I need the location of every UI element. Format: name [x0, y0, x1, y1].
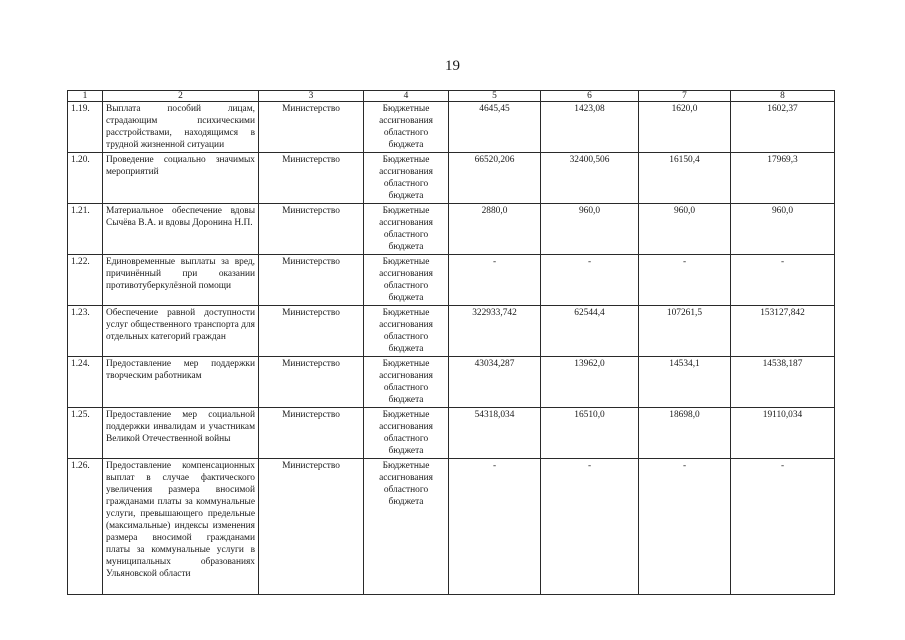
value-year-3: 17969,3 — [731, 153, 835, 204]
value-year-2: 107261,5 — [639, 306, 731, 357]
value-year-1: - — [541, 255, 639, 306]
column-header: 4 — [364, 91, 449, 102]
table-row — [68, 153, 835, 204]
funding-source-cell: Бюджетные ассигнования областного бюджета — [364, 459, 449, 595]
column-header: 3 — [259, 91, 364, 102]
value-year-3: 1602,37 — [731, 102, 835, 153]
budget-table — [67, 90, 835, 595]
column-header: 2 — [103, 91, 259, 102]
measure-name: Предоставление мер социальной поддержки инвалидам и участникам Великой Отечественной войны — [103, 408, 259, 459]
table-row — [68, 408, 835, 459]
row-number: 1.22. — [68, 255, 103, 306]
executor-cell: Министерство — [259, 255, 364, 306]
executor-cell: Министерство — [259, 102, 364, 153]
executor-cell: Министерство — [259, 153, 364, 204]
table-row — [68, 204, 835, 255]
funding-source-cell: Бюджетные ассигнования областного бюджета — [364, 153, 449, 204]
page-number: 19 — [445, 58, 460, 74]
value-year-2: 16150,4 — [639, 153, 731, 204]
value-total: 43034,287 — [449, 357, 541, 408]
row-number: 1.25. — [68, 408, 103, 459]
value-year-2: 1620,0 — [639, 102, 731, 153]
value-total: 66520,206 — [449, 153, 541, 204]
executor-cell: Министерство — [259, 408, 364, 459]
funding-source-cell: Бюджетные ассигнования областного бюджета — [364, 357, 449, 408]
value-year-1: 16510,0 — [541, 408, 639, 459]
value-year-2: 960,0 — [639, 204, 731, 255]
value-total: 54318,034 — [449, 408, 541, 459]
value-year-1: 13962,0 — [541, 357, 639, 408]
value-year-2: 18698,0 — [639, 408, 731, 459]
value-year-3: - — [731, 255, 835, 306]
measure-name: Единовременные выплаты за вред, причинённый при оказании противотуберкулёзной помощи — [103, 255, 259, 306]
value-year-2: 14534,1 — [639, 357, 731, 408]
row-number: 1.19. — [68, 102, 103, 153]
executor-cell: Министерство — [259, 204, 364, 255]
measure-name: Предоставление мер поддержки творческим работникам — [103, 357, 259, 408]
table-row — [68, 102, 835, 153]
table-row — [68, 306, 835, 357]
value-year-2: - — [639, 459, 731, 595]
value-year-1: 960,0 — [541, 204, 639, 255]
value-year-2: - — [639, 255, 731, 306]
column-header: 8 — [731, 91, 835, 102]
column-header: 1 — [68, 91, 103, 102]
value-year-1: 1423,08 — [541, 102, 639, 153]
executor-cell: Министерство — [259, 306, 364, 357]
value-year-3: 14538,187 — [731, 357, 835, 408]
table-row — [68, 357, 835, 408]
funding-source-cell: Бюджетные ассигнования областного бюджета — [364, 204, 449, 255]
row-number: 1.24. — [68, 357, 103, 408]
value-year-3: 960,0 — [731, 204, 835, 255]
value-year-3: - — [731, 459, 835, 595]
executor-cell: Министерство — [259, 459, 364, 595]
measure-name: Предоставление компенсационных выплат в случае фактического увеличения размера вносимой гражданами платы за коммунальные услуги, превышающего предельные (максимальные) индексы изменения размера вносимой гражданами платы за коммунальные услуги в муниципальных образованиях Ульяновской области — [103, 459, 259, 595]
funding-source-cell: Бюджетные ассигнования областного бюджета — [364, 255, 449, 306]
executor-cell: Министерство — [259, 357, 364, 408]
table-row — [68, 459, 835, 595]
column-header: 7 — [639, 91, 731, 102]
value-total: 4645,45 — [449, 102, 541, 153]
value-year-1: 32400,506 — [541, 153, 639, 204]
value-year-3: 153127,842 — [731, 306, 835, 357]
funding-source-cell: Бюджетные ассигнования областного бюджета — [364, 102, 449, 153]
row-number: 1.21. — [68, 204, 103, 255]
value-year-1: 62544,4 — [541, 306, 639, 357]
value-year-1: - — [541, 459, 639, 595]
value-total: 2880,0 — [449, 204, 541, 255]
funding-source-cell: Бюджетные ассигнования областного бюджета — [364, 408, 449, 459]
column-header: 6 — [541, 91, 639, 102]
column-header: 5 — [449, 91, 541, 102]
table-row — [68, 255, 835, 306]
funding-source-cell: Бюджетные ассигнования областного бюджета — [364, 306, 449, 357]
measure-name: Выплата пособий лицам, страдающим психическими расстройствами, находящимся в трудной жизненной ситуации — [103, 102, 259, 153]
value-total: - — [449, 255, 541, 306]
row-number: 1.23. — [68, 306, 103, 357]
header-row — [68, 91, 835, 102]
measure-name: Материальное обеспечение вдовы Сычёва В.А. и вдовы Доронина Н.П. — [103, 204, 259, 255]
row-number: 1.26. — [68, 459, 103, 595]
value-total: 322933,742 — [449, 306, 541, 357]
value-total: - — [449, 459, 541, 595]
row-number: 1.20. — [68, 153, 103, 204]
measure-name: Обеспечение равной доступности услуг общественного транспорта для отдельных категорий граждан — [103, 306, 259, 357]
measure-name: Проведение социально значимых мероприятий — [103, 153, 259, 204]
value-year-3: 19110,034 — [731, 408, 835, 459]
